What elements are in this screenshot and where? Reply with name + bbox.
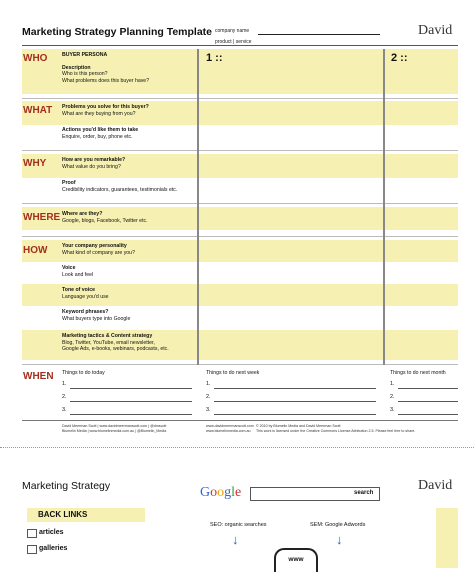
when-today-num-1: 1. [62,381,67,387]
footer-middle [206,424,254,433]
footer-right-line-2: This work is licensed under the Creative Commons License Attribution 2.5. Please feel free to share. [256,428,416,433]
when-today-label: Things to do today [62,370,105,376]
link-articles[interactable]: articles [39,529,64,536]
link-galleries[interactable]: galleries [39,545,68,552]
brand-logo: David [418,23,453,38]
search-button[interactable]: search [354,490,374,496]
when-next-month-label: Things to do next month [390,370,446,376]
when-today-line-2[interactable] [70,401,192,402]
when-week-num-2: 2. [206,394,211,400]
what-q2-hint: Enquire, order, buy, phone etc. [62,133,133,140]
what-q1 [62,104,149,117]
how-q2-title: Voice [62,265,76,271]
why-q1 [62,157,125,170]
what-q1-title: Problems you solve for this buyer? [62,104,149,110]
right-band [436,508,458,568]
what-q2 [62,127,138,140]
how-q2 [62,265,93,278]
where-q [62,211,148,224]
bottom-title: Marketing Strategy [22,480,111,492]
description-title: Description [62,64,91,71]
section-when-label: WHEN [23,371,54,382]
how-q3-hint: Language you'd use [62,293,109,300]
how-q4-title: Keyword phrases? [62,309,109,315]
how-q5-title: Marketing tactics & Content strategy [62,333,153,339]
description-hint-2: What problems does this buyer have? [62,77,150,84]
section-why-label: WHY [23,158,47,169]
when-week-line-1[interactable] [214,388,376,389]
company-name-line[interactable] [258,34,380,35]
when-month-line-1[interactable] [398,388,458,389]
why-q1-title: How are you remarkable? [62,157,126,163]
column-2-header: 2 :: [391,52,408,64]
how-q2-hint: Look and feel [62,271,94,278]
when-week-num-1: 1. [206,381,211,387]
column-divider-1 [197,49,199,365]
when-month-num-1: 1. [390,381,395,387]
sem-label: SEM: Google Adwords [310,522,366,528]
sem-arrow-icon: ↓ [336,532,343,547]
google-logo: Google [200,485,242,500]
when-month-num-3: 3. [390,407,395,413]
www-label: www [288,556,304,563]
when-month-line-2[interactable] [398,401,458,402]
why-q2-title: Proof [62,180,76,186]
what-q1-hint: What are they buying from you? [62,110,136,117]
how-q4 [62,309,130,322]
where-q-hint: Google, blogs, Facebook, Twitter etc. [62,217,148,224]
how-q1-hint: What kind of company are you? [62,249,135,256]
www-globe-icon [274,548,318,572]
section-who-label: WHO [23,53,48,64]
footer-right [256,424,458,433]
when-today-num-3: 3. [62,407,67,413]
company-name-label: company name [215,28,250,34]
backlinks-heading: BACK LINKS [38,510,88,519]
footer-left-line-1: David Meerman Scott | www.davidmeermanscott.com | @dmscott [62,424,167,428]
article-icon [27,529,37,538]
section-where-label: WHERE [23,212,61,223]
footer-right-line-1: © 2010 by Blumelin Media and David Meerman Scott [256,424,341,428]
when-today-line-1[interactable] [70,388,192,389]
section-how-label: HOW [23,245,48,256]
what-q2-title: Actions you'd like them to take [62,127,139,133]
how-q3 [62,287,109,300]
how-q1 [62,243,135,256]
footer-middle-line-2: www.blumelinmedia.com.au [206,428,251,433]
buyer-persona-heading: BUYER PERSONA [62,52,108,58]
why-q2-hint: Credibility indicators, guarantees, testimonials etc. [62,186,178,193]
column-divider-2 [383,49,385,365]
bottom-brand-logo: David [418,478,453,493]
seo-label: SEO: organic searches [210,522,267,528]
seo-arrow-icon: ↓ [232,532,239,547]
where-q-title: Where are they? [62,211,103,217]
page-title: Marketing Strategy Planning Template [22,26,213,38]
when-month-line-3[interactable] [398,414,458,415]
how-q5 [62,333,169,353]
page-separator [0,447,474,448]
divider-who [22,98,458,99]
why-q2 [62,180,177,193]
how-q5-line-2: Google Ads, e-books, webinars, podcasts, etc. [62,346,169,352]
description-hint-1: Who is this person? [62,71,108,77]
footer-rule [22,420,458,421]
how-q1-title: Your company personality [62,243,127,249]
how-q4-hint: What buyers type into Google [62,315,131,322]
divider-why [22,203,458,204]
how-q3-title: Tone of voice [62,287,96,293]
divider-what [22,150,458,151]
gallery-icon [27,545,37,554]
how-q5-line-1: Blog, Twitter, YouTube, email newsletter, [62,339,155,346]
divider-where [22,236,458,237]
when-today-line-3[interactable] [70,414,192,415]
when-month-num-2: 2. [390,394,395,400]
divider-how [22,364,458,365]
section-what-label: WHAT [23,105,53,116]
footer-middle-line-1: www.davidmeermanscott.com [206,424,254,428]
who-questions [62,52,149,84]
footer-left-line-2: Blumelin Media | www.blumelinmedia.com.au | @Blumelin_Media [62,428,167,433]
why-q1-hint: What value do you bring? [62,163,121,170]
when-week-num-3: 3. [206,407,211,413]
footer-left [62,424,202,433]
column-1-header: 1 :: [206,52,223,64]
when-next-week-label: Things to do next week [206,370,260,376]
when-week-line-3[interactable] [214,414,376,415]
header-rule [22,45,458,46]
when-today-num-2: 2. [62,394,67,400]
product-service-label: product | service [215,39,252,45]
when-week-line-2[interactable] [214,401,376,402]
